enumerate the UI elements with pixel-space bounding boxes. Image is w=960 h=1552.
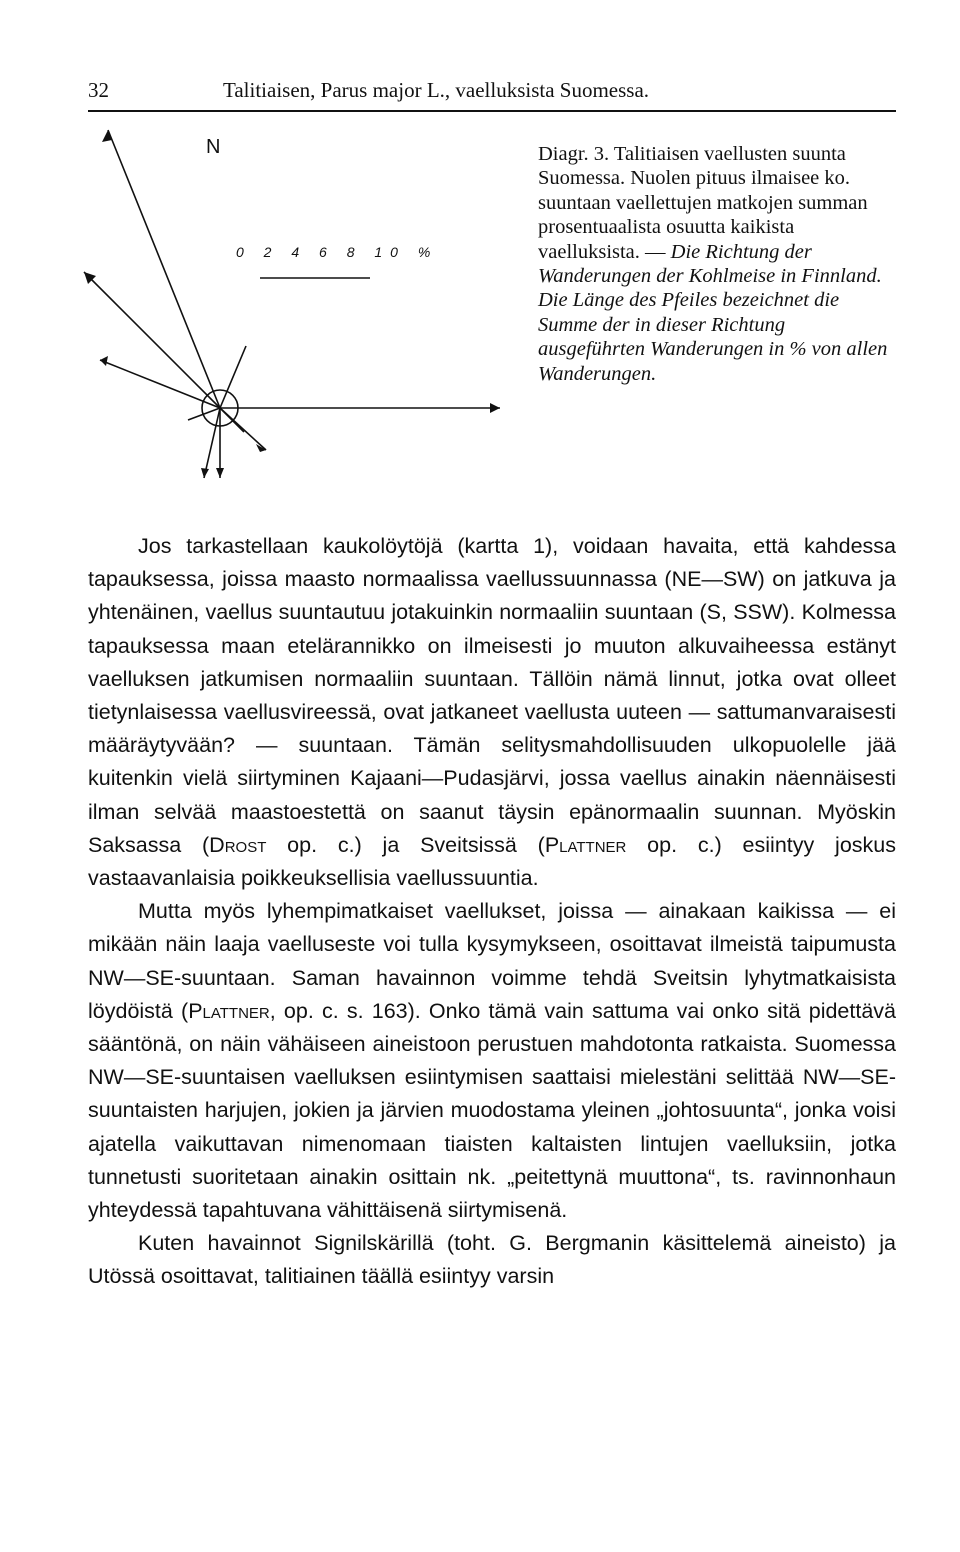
running-title: Talitiaisen, Parus major L., vaelluksista Suomessa. [223,78,650,102]
arrow-nw [84,272,220,408]
paragraph-3: Kuten havainnot Signilskärillä (toht. G. Bergmanin käsittelemä aineisto) ja Utössä osoittavat, talitiainen täällä esiintyy varsin [88,1231,896,1289]
caption-finnish: Diagr. 3. Talitiaisen vaellusten suunta Suomessa. Nuolen pituus ilmaisee ko. suuntaan vaellettujen matkojen summan prosentuaalista osuutta kaikista vaelluksista. — [538,143,868,263]
paragraph-2: Mutta myös lyhempimatkaiset vaellukset, joissa — ainakaan kaikissa — ei mikään näin laaja vaelluseste voi tulla kysymykseen, osoittavat ilmeistä taipumusta NW—SE-suuntaan. Saman havainnon voimme tehdä Sveitsin lyhytmatkaisista löydöistä (Plattner, op. c. s. 163). Onko tämä vain sattuma vai onko sitä pidettävä sääntönä, on näin vähäiseen aineistoon perustuen mahdotonta ratkaista. Suomessa NW—SE-suuntaisen vaelluksen esiintymisen saattaisi mielestäni selittää NW—SE-suuntaisten harjujen, jokien ja järvien muodostama yleinen „johtosuunta“, jonka voisi ajatella vaikuttavan nimenomaan tiaisten kaltaisten lintujen vaelluksiin, jotka tunnetusti suoritetaan ainakin osittain nk. „peitettynä muuttona“, ts. ravinnonhaun yhteydessä tapahtuvana vähittäisenä siirtymisenä. [88,899,896,1223]
north-label: N [206,136,221,158]
arrow-wnw [100,360,220,408]
figure-caption [538,142,894,386]
arrow-sse [220,408,244,432]
arrow-ssw [204,408,220,478]
arrow-nnw [108,130,220,408]
page-header [88,72,896,108]
header-rule [88,110,896,112]
direction-diagram [70,120,520,500]
arrow-nne [220,346,246,408]
direction-arrows-svg [70,120,520,500]
scale-labels: 0 2 4 6 8 10 % [236,244,439,260]
page-number: 32 [88,78,109,102]
arrow-wsw [188,408,220,420]
caption-german: Die Richtung der Wanderungen der Kohlmeise in Finnland. Die Länge des Pfeiles bezeichnet die Summe der in dieser Richtung ausgeführten Wanderungen in % von allen Wanderungen. [538,240,888,385]
paragraph-1: Jos tarkastellaan kaukolöytöjä (kartta 1), voidaan havaita, että kahdessa tapauksessa, joissa maasto normaalissa vaellussuunnassa (NE—SW) on jatkuva ja yhtenäinen, vaellus suuntautuu jotakuinkin normaaliin suuntaan (S, SSW). Kolmessa tapauksessa maan etelärannikko on ilmeisesti jo muuton alkuvaiheessa estänyt vaelluksen jatkumisen normaaliin suuntaan. Tällöin nämä linnut, jotka ovat olleet tietynlaisessa vaellusvireessä, ovat jatkaneet vaellusta uuteen — sattumanvaraisesti määräytyvään? — suuntaan. Tämän selitysmahdollisuuden ulkopuolelle jää kuitenkin vielä siirtyminen Kajaani—Pudasjärvi, jossa vaellus ainakin näennäisesti ilman selvää maastoestettä on saanut täysin epänormaalin suunnan. Myöskin Saksassa (Drost op. c.) ja Sveitsissä (Plattner op. c.) esiintyy joskus vastaavanlaisia poikkeuksellisia vaellussuuntia. [88,534,896,891]
body-text [88,530,896,1294]
